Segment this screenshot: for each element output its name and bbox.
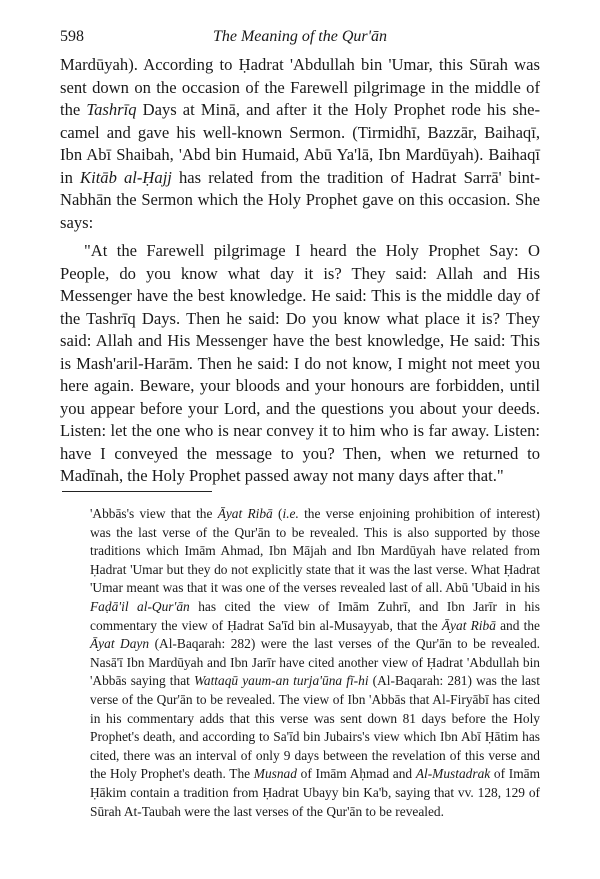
- footnote-segment: of Imām: [296, 766, 347, 782]
- running-head: The Meaning of the Qur'ān: [212, 28, 388, 45]
- main-text: [60, 54, 540, 488]
- footnote-segment: revealed. Nasā'ī Ibn Mardūyah and Ibn Jarīr have cited another view of Ḥadrat: [90, 636, 540, 670]
- footnote-segment: of Imām Ḥākim contain a tradition from Ḥadrat Ubayy: [90, 766, 540, 800]
- footnote-segment: Qur'ān to be revealed.: [326, 803, 444, 819]
- footnote-segment: his commentary the view of Ḥadrat Sa'īd bin al-Musayyab, that the: [90, 598, 540, 633]
- footnote-segment: traditions which Imām Ahmad, Ibn Mājah and Ibn Mardūyah have related from: [90, 543, 540, 559]
- footnote-segment: 'Abdullah bin 'Abbās saying that: [90, 654, 541, 689]
- footnote-segment: 'Abbās's view that the: [90, 506, 218, 521]
- footnote-segment: 'Ubaid in his: [471, 580, 540, 596]
- paragraph-quote: "At the Farewell pilgrimage I heard the Holy Prophet Say: O People, do you know what day it is? They said: Allah and His Messenger have the best knowledge. He said: This is the middle day of the Tashrīq Days. Then he said: Do you know what place it is? They said: Allah and His Messenger have the best knowledge, He said: This is Mash'aril-Harām. Then he said: I do not know, I might not meet you here again. Beware, your bloods and your honours are forbidden, until you appear before your Lord, and the questions you about your deeds. Listen: let the one who is near convey it to him who is far away. Listen: have I conveyed the message to you? Then, when we returned to Madīnah, the Holy Prophet passed away not many days after that.": [60, 241, 541, 485]
- footnote-divider: [62, 491, 212, 492]
- footnote-segment: Al-Firyābī has cited in his commentary adds that this verse was sent down 81: [90, 691, 540, 726]
- footnote-segment: has cited the view of Imām Zuhrī, and Ibn Jarīr in: [189, 598, 516, 614]
- footnote-segment: revelation of this verse and the Holy Prophet's death. The: [90, 747, 540, 782]
- footnote-segment: (Al-Baqarah:: [368, 673, 444, 689]
- footnote-segment: Āyat Dayn: [90, 636, 150, 652]
- footnote-segment: which Ibn Abī Ḥātim has cited, there was an interval of only 9 days between the: [90, 729, 540, 763]
- footnote-segment: Al-Mustadrak: [415, 766, 491, 782]
- footnote-text: [90, 505, 540, 821]
- footnote-segment: Aḥmad and: [349, 766, 416, 782]
- footnote-segment: Āyat Ribā: [217, 506, 273, 521]
- footnote-segment: (: [272, 506, 283, 521]
- footnote-segment: Ḥadrat 'Umar meant was that it was one of the verses revealed last of all. Abū: [90, 561, 540, 596]
- footnote-segment: Āyat Ribā: [441, 617, 496, 633]
- footnote-segment: Musnad: [253, 766, 297, 782]
- footnote-segment: days before the Holy Prophet's death, and according to Sa'īd bin Jubairs's view: [90, 710, 540, 745]
- page-number: 598: [60, 28, 84, 45]
- footnote-segment: Ḥadrat 'Umar but they do not explicitly state that it was the last verse. What: [90, 561, 500, 577]
- footnote-segment: Wattaqū yaum-an turja'ūna fī-hi: [193, 673, 369, 689]
- footnote-segment: the verse enjoining prohibition of interest): [298, 506, 540, 521]
- footnote-segment: i.e.: [282, 506, 299, 521]
- footnote-segment: Faḍā'il al-Qur'ān: [90, 598, 190, 614]
- footnote-segment: 281) was the last verse of the Qur'ān to be revealed. The view of Ibn 'Abbās that: [90, 673, 540, 707]
- footnote-segment: bin Ka'b, saying that vv. 128, 129 of Sūrah At-Taubah were the last verses of the: [90, 784, 541, 819]
- footnote-segment: (Al-Baqarah: 282) were the last verses of the Qur'ān to be: [149, 636, 486, 652]
- footnote-segment: and the: [500, 617, 540, 633]
- footnote-segment: was the last verse of the Qur'ān to be revealed. This is also supported by those: [90, 524, 540, 540]
- paragraph-intro: Mardūyah). According to Ḥadrat 'Abdullah bin 'Umar, this Sūrah was sent down on the occasion of the Farewell pilgrimage in the middle of the Tashrīq Days at Minā, and after it the Holy Prophet rode his she- camel and gave his well-known Sermon. (Tirmidhī, Bazzār, Baihaqī, Ibn Abī Shaibah, 'Abd bin Humaid, Abū Ya'lā, Ibn Mardūyah). Baihaqī in Kitāb al-Ḥajj has related from the tradition of Hadrat Sarrā' bint-Nabhān the Sermon which the Holy Prophet gave on this occasion. She says:: [60, 55, 541, 232]
- page-header: [60, 28, 540, 50]
- footnote: [90, 505, 540, 821]
